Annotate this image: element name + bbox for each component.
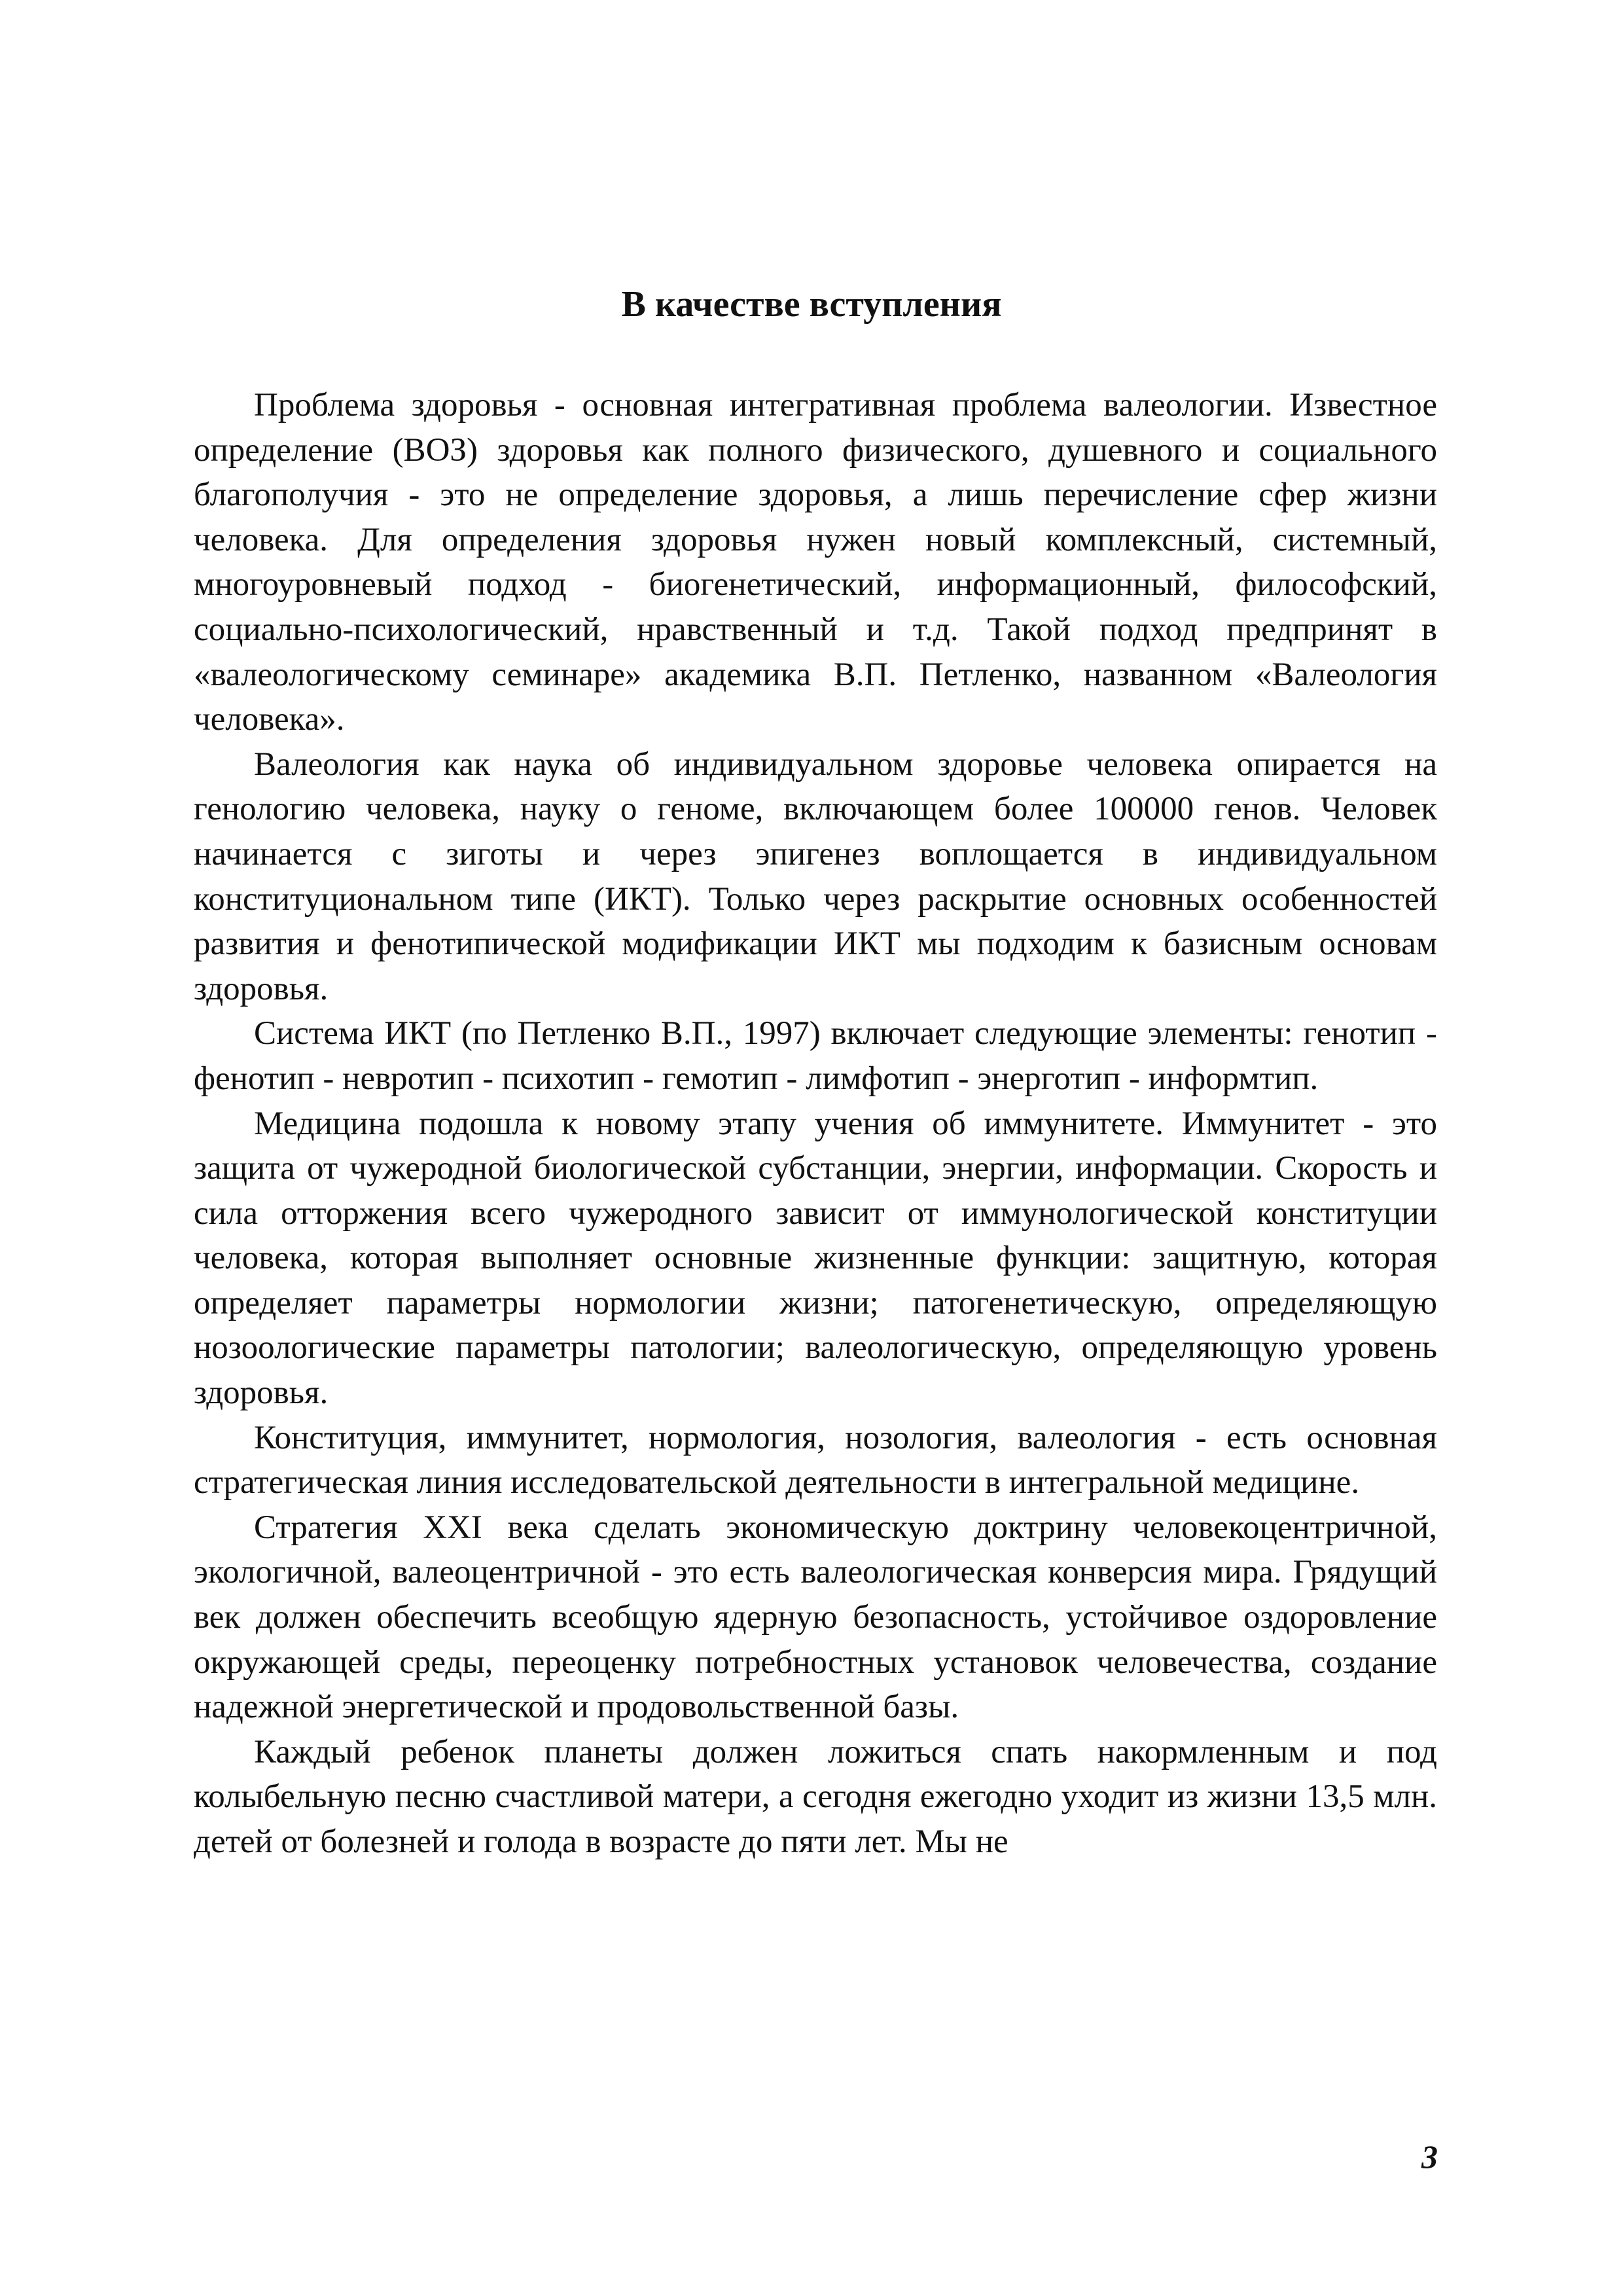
body-text xyxy=(194,383,1437,1865)
page-number: 3 xyxy=(1421,2138,1438,2175)
paragraph: Валеология как наука об индивидуальном здоровье человека опирается на генологию человека, науку о геноме, включающем более 100000 генов. Человек начинается с зиготы и через эпигенез воплощается в индивидуальном конституциональном типе (ИКТ). Только через раскрытие основных особенностей развития и фенотипической модификации ИКТ мы подходим к базисным основам здоровья. xyxy=(194,745,1437,1007)
paragraph: Конституция, иммунитет, нормология, нозология, валеология - есть основная стратегическая линия исследовательской деятельности в интегральной медицине. xyxy=(194,1419,1437,1501)
paragraph: Проблема здоровья - основная интегративная проблема валеологии. Известное определение (ВОЗ) здоровья как полного физического, душевного и социального благополучия - это не определение здоровья, а лишь перечисление сфер жизни человека. Для определения здоровья нужен новый комплексный, системный, многоуровневый подход - биогенетический, информационный, философский, социально-психологический, нравственный и т.д. Такой подход предпринят в «валеологическому семинаре» академика В.П. Петленко, названном «Валеология человека». xyxy=(194,387,1437,738)
paragraph: Медицина подошла к новому этапу учения об иммунитете. Иммунитет - это защита от чужеродной биологической субстанции, энергии, информации. Скорость и сила отторжения всего чужеродного зависит от иммунологической конституции человека, которая выполняет основные жизненные функции: защитную, которая определяет параметры нормологии жизни; патогенетическую, определяющую нозоологические параметры патологии; валеологическую, определяющую уровень здоровья. xyxy=(194,1105,1437,1412)
paragraph: Система ИКТ (по Петленко В.П., 1997) включает следующие элементы: генотип - фенотип - невротип - психотип - гемотип - лимфотип - энерготип - информтип. xyxy=(194,1015,1437,1097)
page-title: В качестве вступления xyxy=(621,284,1002,325)
paragraph: Стратегия XXI века сделать экономическую доктрину человекоцентричной, экологичной, валеоцентричной - это есть валеологическая конверсия мира. Грядущий век должен обеспечить всеобщую ядерную безопасность, устойчивое оздоровление окружающей среды, переоценку потребностных установок человечества, создание надежной энергетической и продовольственной базы. xyxy=(194,1509,1437,1726)
paragraph: Каждый ребенок планеты должен ложиться спать накормленным и под колыбельную песню счастливой матери, а сегодня ежегодно уходит из жизни 13,5 млн. детей от болезней и голода в возрасте до пяти лет. Мы не xyxy=(194,1733,1437,1860)
